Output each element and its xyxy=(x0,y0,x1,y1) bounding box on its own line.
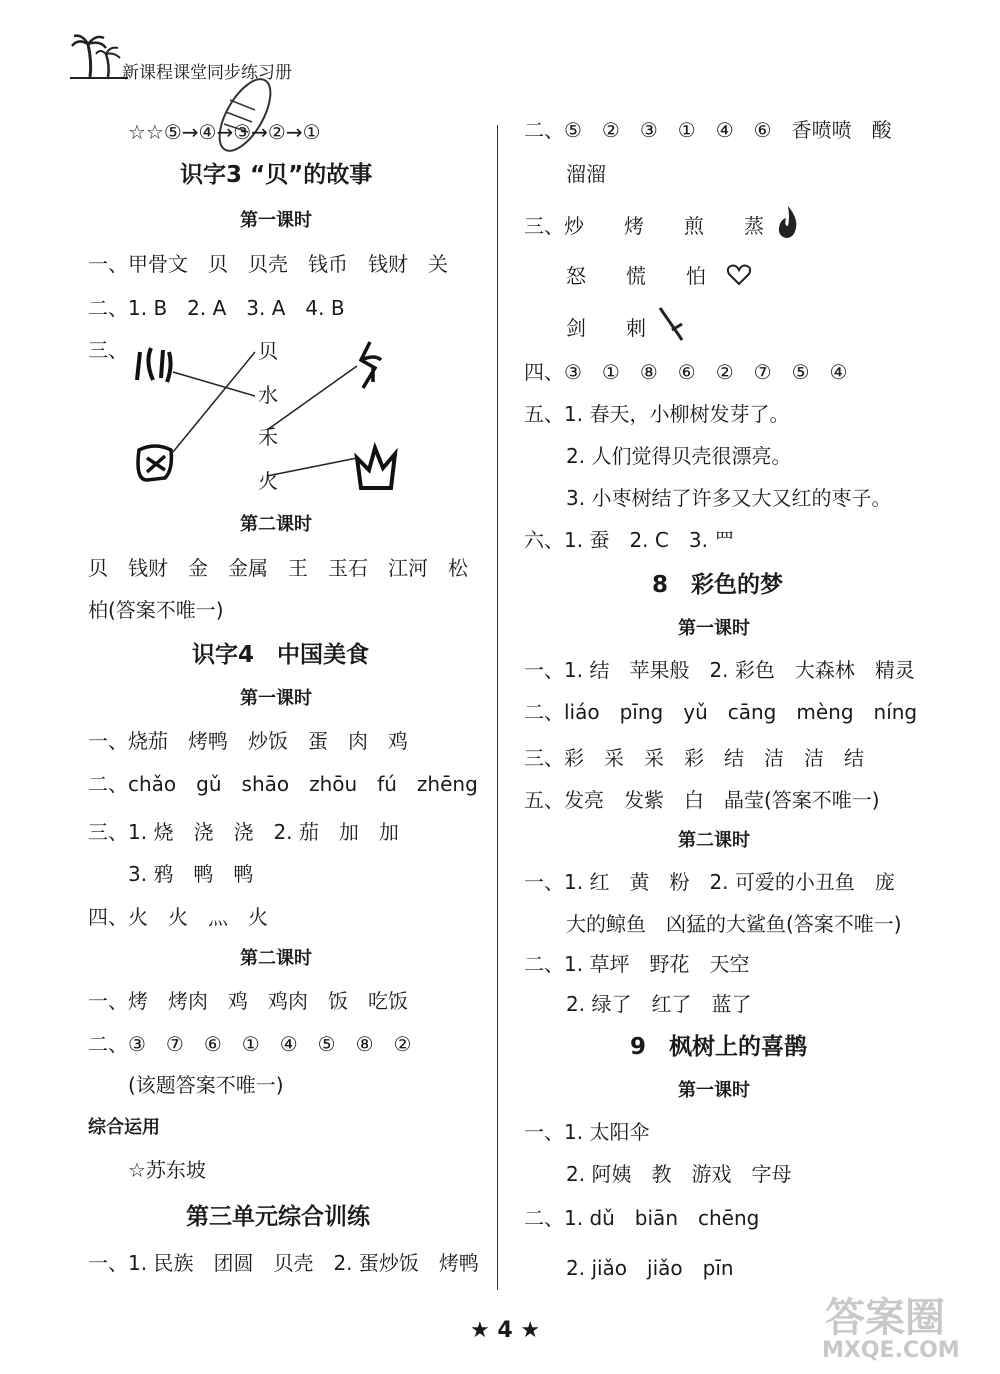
answer-line: 2. 阿姨 教 游戏 字母 xyxy=(566,1162,792,1186)
answer-line: 柏(答案不唯一) xyxy=(88,598,224,622)
answer-line: 怒 慌 怕 xyxy=(566,264,706,288)
answer-line: 一、1. 红 黄 粉 2. 可爱的小丑鱼 庞 xyxy=(524,870,895,894)
lesson-heading: 第一课时 xyxy=(240,688,312,709)
match-label: 禾 xyxy=(258,425,278,449)
sword-icon xyxy=(656,304,686,344)
lesson-heading: 第一课时 xyxy=(678,618,750,639)
answer-line: 二、1. 草坪 野花 天空 xyxy=(524,952,750,976)
answer-line: 二、⑤ ② ③ ① ④ ⑥ 香喷喷 酸 xyxy=(524,118,892,142)
header-title: 新课程课堂同步练习册 xyxy=(122,63,292,83)
match-label: 火 xyxy=(258,469,278,493)
fire-icon xyxy=(774,204,802,240)
lesson-heading: 第二课时 xyxy=(678,830,750,851)
watermark-text: 答案圈 xyxy=(825,1295,945,1341)
answer-line: 二、1. B 2. A 3. A 4. B xyxy=(88,296,345,320)
watermark-url: MXQE.COM xyxy=(822,1338,960,1363)
match-label: 水 xyxy=(258,383,278,407)
answer-line: 一、1. 结 苹果般 2. 彩色 大森林 精灵 xyxy=(524,658,915,682)
page-number: ★ 4 ★ xyxy=(470,1318,541,1343)
answer-line: 大的鲸鱼 凶猛的大鲨鱼(答案不唯一) xyxy=(566,912,902,936)
answer-line: 一、甲骨文 贝 贝壳 钱币 钱财 关 xyxy=(88,252,448,276)
answer-line: 一、烧茄 烤鸭 炒饭 蛋 肉 鸡 xyxy=(88,729,408,753)
answer-line: 三、彩 采 采 彩 结 洁 洁 结 xyxy=(524,746,864,770)
answer-line: 2. 人们觉得贝壳很漂亮。 xyxy=(566,444,792,468)
column-divider xyxy=(497,125,498,1290)
lesson-heading: 第二课时 xyxy=(240,948,312,969)
section-title: 识字4 中国美食 xyxy=(192,642,370,668)
carrot-doodle-icon xyxy=(200,70,290,160)
answer-line: 贝 钱财 金 金属 王 玉石 江河 松 xyxy=(88,556,468,580)
pinyin-line: 二、chǎo gǔ shāo zhōu fú zhēng xyxy=(88,772,478,796)
answer-line: 三、1. 烧 浇 浇 2. 茄 加 加 xyxy=(88,820,399,844)
section-title: 8 彩色的梦 xyxy=(652,572,784,598)
lesson-heading: 第一课时 xyxy=(678,1080,750,1101)
answer-line: 剑 刺 xyxy=(566,316,646,340)
palm-tree-icon xyxy=(70,32,130,82)
pinyin-line: 二、1. dǔ biān chēng xyxy=(524,1206,760,1230)
star-sequence: ☆☆⑤→④→③→②→① xyxy=(128,120,321,144)
pinyin-line: 二、liáo pīng yǔ cāng mèng níng xyxy=(524,700,918,724)
answer-line: 五、发亮 发紫 白 晶莹(答案不唯一) xyxy=(524,788,880,812)
answer-line: 四、③ ① ⑧ ⑥ ② ⑦ ⑤ ④ xyxy=(524,360,848,384)
answer-line: (该题答案不唯一) xyxy=(128,1073,284,1097)
answer-line: 三、炒 烤 煎 蒸 xyxy=(524,214,764,238)
answer-line: 一、1. 太阳伞 xyxy=(524,1120,650,1144)
answer-line: 六、1. 蚕 2. C 3. 罒 xyxy=(524,528,735,552)
answer-line: 2. 绿了 红了 蓝了 xyxy=(566,992,752,1016)
lesson-heading: 第一课时 xyxy=(240,210,312,231)
section-title: 第三单元综合训练 xyxy=(186,1204,370,1230)
match-label: 贝 xyxy=(258,339,278,363)
pinyin-line: 2. jiǎo jiǎo pīn xyxy=(566,1256,734,1280)
section-title: 识字3 “贝”的故事 xyxy=(180,162,373,188)
answer-line: 一、烤 烤肉 鸡 鸡肉 饭 吃饭 xyxy=(88,989,408,1013)
answer-line: 二、③ ⑦ ⑥ ① ④ ⑤ ⑧ ② xyxy=(88,1032,412,1056)
heart-icon xyxy=(726,262,752,288)
answer-line: 溜溜 xyxy=(566,162,606,186)
section-subtitle: 综合运用 xyxy=(88,1117,160,1138)
answer-line: 3. 鸦 鸭 鸭 xyxy=(128,862,254,886)
answer-line: 一、1. 民族 团圆 贝壳 2. 蛋炒饭 烤鸭 xyxy=(88,1251,479,1275)
answer-line: 四、火 火 灬 火 xyxy=(88,905,268,929)
section-title: 9 枫树上的喜鹊 xyxy=(630,1034,808,1060)
answer-line: 五、1. 春天，小柳树发芽了。 xyxy=(524,402,790,426)
answer-line-prefix: 三、 xyxy=(88,338,128,362)
lesson-heading: 第二课时 xyxy=(240,514,312,535)
answer-line: 3. 小枣树结了许多又大又红的枣子。 xyxy=(566,486,892,510)
answer-line: ☆苏东坡 xyxy=(128,1158,206,1182)
